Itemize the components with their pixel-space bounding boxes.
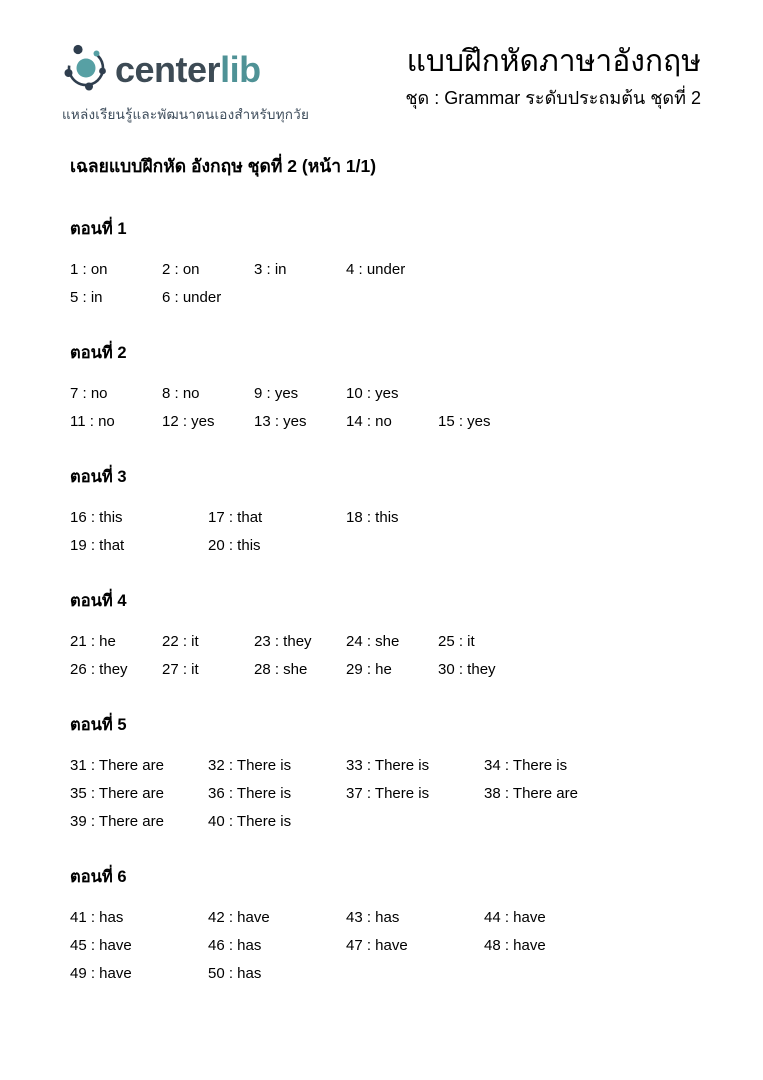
answer-row <box>70 380 720 408</box>
answer-section <box>70 216 720 312</box>
answer-item: 11 : no <box>70 413 115 430</box>
answer-item: 36 : There is <box>208 785 292 802</box>
answer-item: 50 : has <box>208 965 262 982</box>
answer-row <box>70 532 720 560</box>
answer-row <box>70 808 720 836</box>
document-title: แบบฝึกหัดภาษาอังกฤษ <box>406 45 701 78</box>
section-title: ตอนที่ 4 <box>70 592 127 610</box>
answer-item: 43 : has <box>346 909 400 926</box>
answer-item: 28 : she <box>254 661 308 678</box>
answer-item: 18 : this <box>346 509 399 526</box>
answer-row <box>70 904 720 932</box>
answer-item: 42 : have <box>208 909 270 926</box>
answer-section <box>70 340 720 436</box>
section-title: ตอนที่ 6 <box>70 868 127 886</box>
answer-item: 32 : There is <box>208 757 292 774</box>
answer-item: 25 : it <box>438 633 475 650</box>
answer-item: 9 : yes <box>254 385 299 402</box>
answer-item: 21 : he <box>70 633 116 650</box>
answer-item: 2 : on <box>162 261 200 278</box>
document-subtitle: ชุด : Grammar ระดับประถมต้น ชุดที่ 2 <box>405 88 701 108</box>
answer-section <box>70 464 720 560</box>
answer-sections <box>70 216 720 988</box>
answer-item: 6 : under <box>162 289 222 306</box>
answer-item: 44 : have <box>484 909 546 926</box>
answer-item: 7 : no <box>70 385 108 402</box>
answer-item: 22 : it <box>162 633 199 650</box>
answer-item: 15 : yes <box>438 413 491 430</box>
brand-secondary-text: lib <box>220 48 261 90</box>
answer-item: 10 : yes <box>346 385 399 402</box>
logo <box>62 42 309 125</box>
answer-item: 41 : has <box>70 909 124 926</box>
answer-item: 3 : in <box>254 261 287 278</box>
answer-row <box>70 780 720 808</box>
answer-item: 5 : in <box>70 289 103 306</box>
answer-item: 19 : that <box>70 537 125 554</box>
answer-section <box>70 712 720 836</box>
answer-item: 49 : have <box>70 965 132 982</box>
section-title: ตอนที่ 1 <box>70 220 127 238</box>
answer-item: 8 : no <box>162 385 200 402</box>
answer-item: 30 : they <box>438 661 496 678</box>
answer-row <box>70 504 720 532</box>
answer-item: 31 : There are <box>70 757 164 774</box>
answer-row <box>70 408 720 436</box>
answer-item: 37 : There is <box>346 785 430 802</box>
answer-item: 47 : have <box>346 937 408 954</box>
answer-item: 16 : this <box>70 509 123 526</box>
answer-row <box>70 656 720 684</box>
brand-primary-text: center <box>115 48 221 90</box>
answer-row <box>70 960 720 988</box>
answer-row <box>70 932 720 960</box>
answer-item: 4 : under <box>346 261 406 278</box>
answer-section <box>70 864 720 988</box>
section-title: ตอนที่ 2 <box>70 344 127 362</box>
answer-key-heading: เฉลยแบบฝึกหัด อังกฤษ ชุดที่ 2 (หน้า 1/1) <box>70 156 377 176</box>
answer-section <box>70 588 720 684</box>
centerlib-network-icon <box>62 42 110 97</box>
answer-item: 20 : this <box>208 537 261 554</box>
brand-wordmark <box>115 48 261 90</box>
answer-item: 13 : yes <box>254 413 307 430</box>
document-title-block <box>405 44 701 112</box>
answer-item: 39 : There are <box>70 813 164 830</box>
answer-item: 14 : no <box>346 413 392 430</box>
answer-row <box>70 256 720 284</box>
answer-row <box>70 628 720 656</box>
logo-tagline: แหล่งเรียนรู้และพัฒนาตนเองสำหรับทุกวัย <box>62 107 310 122</box>
answer-item: 24 : she <box>346 633 400 650</box>
answer-row <box>70 752 720 780</box>
answer-item: 1 : on <box>70 261 108 278</box>
answer-item: 26 : they <box>70 661 128 678</box>
answer-item: 29 : he <box>346 661 392 678</box>
answer-item: 33 : There is <box>346 757 430 774</box>
answer-key-content <box>70 152 720 1016</box>
answer-item: 48 : have <box>484 937 546 954</box>
answer-item: 38 : There are <box>484 785 578 802</box>
answer-item: 23 : they <box>254 633 312 650</box>
answer-item: 12 : yes <box>162 413 215 430</box>
section-title: ตอนที่ 5 <box>70 716 127 734</box>
answer-item: 27 : it <box>162 661 199 678</box>
answer-item: 46 : has <box>208 937 262 954</box>
answer-item: 17 : that <box>208 509 263 526</box>
section-title: ตอนที่ 3 <box>70 468 127 486</box>
answer-row <box>70 284 720 312</box>
answer-item: 35 : There are <box>70 785 164 802</box>
answer-item: 45 : have <box>70 937 132 954</box>
answer-item: 34 : There is <box>484 757 568 774</box>
answer-item: 40 : There is <box>208 813 292 830</box>
